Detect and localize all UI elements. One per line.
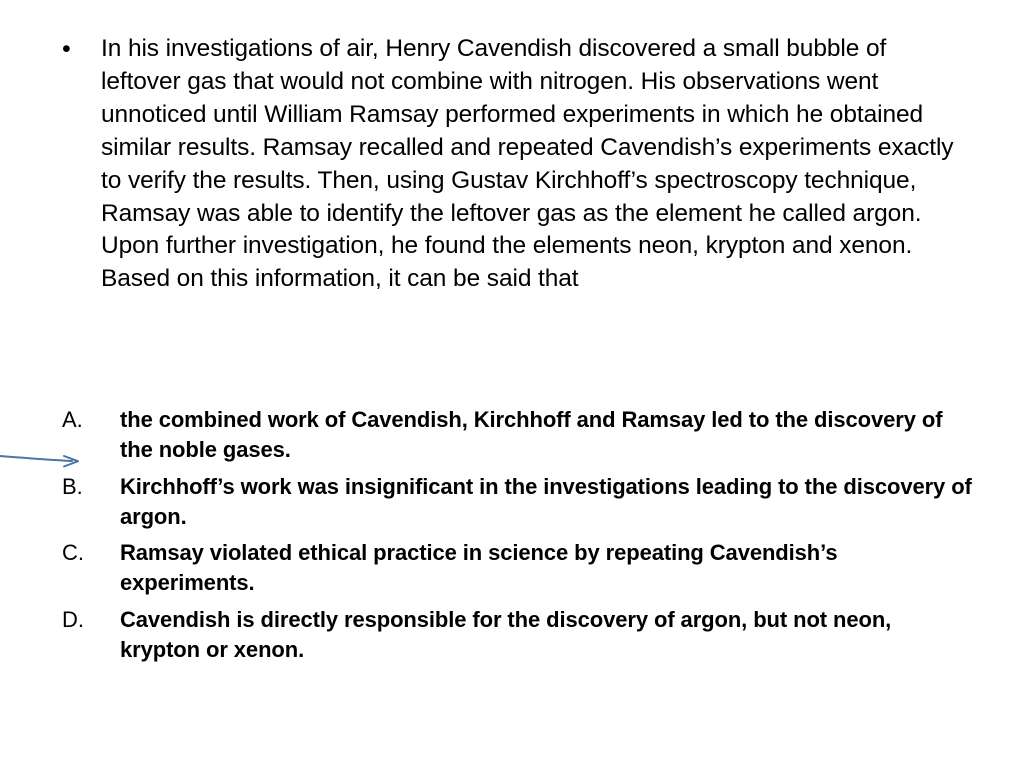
option-letter: C. (62, 540, 84, 565)
option-d[interactable] (62, 605, 972, 665)
answer-options (62, 405, 972, 671)
option-text: Kirchhoff’s work was insignificant in the investigations leading to the discovery of argon. (120, 473, 972, 529)
option-a[interactable] (62, 405, 972, 465)
bullet-icon: • (62, 35, 71, 63)
option-letter: A. (62, 407, 83, 432)
option-text: the combined work of Cavendish, Kirchhoff and Ramsay led to the discovery of the noble gases. (120, 407, 943, 462)
arrow-right-icon (0, 448, 90, 472)
option-text: Ramsay violated ethical practice in science by repeating Cavendish’s experiments. (120, 540, 838, 595)
question-text: In his investigations of air, Henry Cavendish discovered a small bubble of leftover gas that would not combine with nitrogen. His observations went unnoticed until William Ramsay performed experiments in which he obtained similar results. Ramsay recalled and repeated Cavendish’s experiments exactly to verify the results. Then, using Gustav Kirchhoff’s spectroscopy technique, Ramsay was able to identify the leftover gas as the element he called argon. Upon further investigation, he found the elements neon, krypton and xenon. Based on this information, it can be said that (101, 35, 954, 293)
option-letter: D. (62, 606, 84, 632)
question-block (62, 33, 967, 296)
option-c[interactable] (62, 538, 972, 598)
option-b[interactable] (62, 472, 972, 532)
option-text: Cavendish is directly responsible for the discovery of argon, but not neon, krypton or xenon. (120, 606, 892, 662)
option-letter: B. (62, 473, 83, 499)
